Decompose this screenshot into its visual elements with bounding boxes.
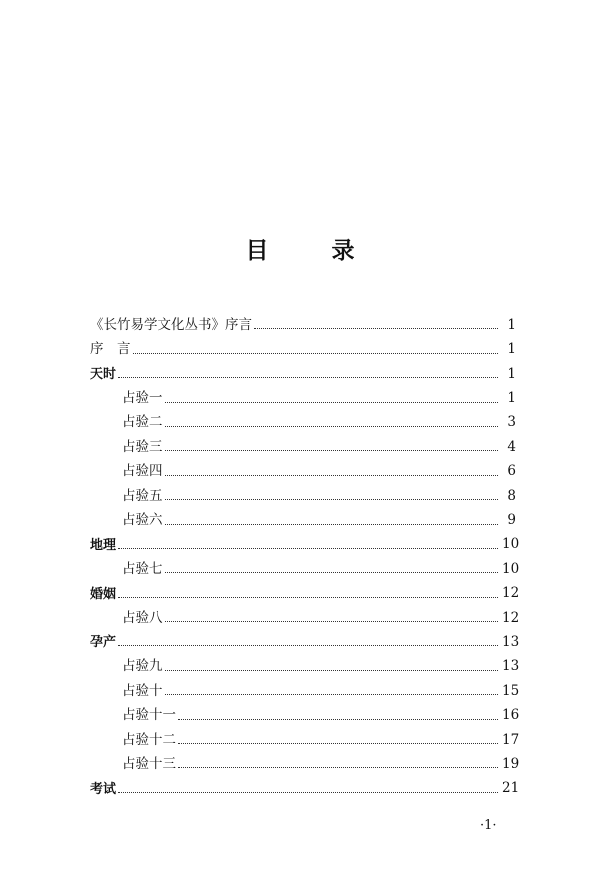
toc-entry-label: 占验五	[122, 487, 163, 504]
toc-entry-page-number: 3	[507, 414, 516, 431]
toc-entry[interactable]	[90, 674, 520, 699]
dot-leader	[165, 694, 499, 695]
toc-entry-label: 占验十一	[122, 707, 176, 724]
toc-entry-page-number: 8	[507, 487, 516, 504]
toc-entry-page-number: 9	[507, 512, 516, 529]
dot-leader	[118, 377, 498, 378]
dot-leader	[165, 572, 499, 573]
toc-entry[interactable]	[90, 454, 516, 478]
dot-leader	[165, 499, 499, 500]
page-title: 目 录	[245, 238, 375, 264]
toc-entry-label: 占验三	[122, 438, 163, 455]
dot-leader	[118, 792, 498, 793]
toc-entry-label: 占验七	[122, 560, 163, 577]
dot-leader	[165, 524, 499, 525]
toc-entry-label: 孕产	[90, 635, 117, 651]
toc-entry-page-number: 10	[502, 536, 520, 553]
dot-leader	[118, 548, 498, 549]
toc-entry[interactable]	[90, 576, 520, 602]
toc-entry[interactable]	[90, 308, 516, 332]
dot-leader	[165, 426, 499, 427]
toc-entry-page-number: 15	[502, 682, 520, 699]
toc-entry-page-number: 1	[507, 390, 516, 407]
toc-entry[interactable]	[90, 479, 516, 503]
toc-entry-label: 占验十二	[122, 731, 176, 748]
toc-entry-label: 占验八	[122, 609, 163, 626]
toc-entry-label: 婚姻	[90, 586, 117, 602]
dot-leader	[165, 450, 499, 451]
table-of-contents	[90, 308, 520, 797]
dot-leader	[178, 719, 498, 720]
toc-entry-page-number: 12	[502, 609, 520, 626]
toc-entry-page-number: 13	[502, 633, 520, 650]
toc-entry[interactable]	[90, 625, 520, 651]
toc-entry-page-number: 17	[502, 731, 520, 748]
toc-entry[interactable]	[90, 771, 520, 797]
dot-leader	[133, 353, 499, 354]
toc-entry-label: 占验九	[122, 658, 163, 675]
toc-entry[interactable]	[90, 503, 516, 527]
toc-entry[interactable]	[90, 528, 520, 553]
toc-entry[interactable]	[90, 552, 520, 577]
toc-entry-label: 序 言	[90, 341, 131, 358]
toc-entry[interactable]	[90, 430, 516, 454]
dot-leader	[178, 743, 498, 744]
toc-entry-label: 占验二	[122, 414, 163, 431]
toc-entry-label: 占验一	[122, 390, 163, 407]
toc-entry-page-number: 16	[502, 707, 520, 724]
toc-entry-label: 占验六	[122, 512, 163, 529]
toc-entry[interactable]	[90, 649, 520, 675]
toc-entry-page-number: 12	[502, 585, 520, 602]
toc-entry[interactable]	[90, 698, 520, 724]
toc-entry-label: 考试	[90, 781, 117, 797]
toc-entry[interactable]	[90, 406, 516, 430]
page-number: ·1·	[480, 818, 497, 833]
toc-entry[interactable]	[90, 381, 516, 405]
dot-leader	[254, 328, 498, 329]
toc-entry-page-number: 1	[507, 365, 516, 382]
toc-entry[interactable]	[90, 357, 516, 381]
dot-leader	[165, 670, 499, 671]
toc-entry-page-number: 21	[502, 780, 520, 797]
toc-entry[interactable]	[90, 747, 520, 772]
toc-entry-label: 占验十三	[122, 755, 176, 772]
toc-entry-page-number: 10	[502, 560, 520, 577]
toc-entry-page-number: 1	[507, 341, 516, 358]
dot-leader	[178, 767, 498, 768]
toc-entry-page-number: 6	[507, 463, 516, 480]
toc-entry-label: 天时	[90, 367, 117, 383]
toc-entry-label: 《长竹易学文化丛书》序言	[90, 316, 252, 333]
toc-entry[interactable]	[90, 723, 520, 748]
toc-entry[interactable]	[90, 332, 516, 356]
toc-entry-label: 占验四	[122, 463, 163, 480]
dot-leader	[118, 645, 498, 646]
dot-leader	[165, 402, 499, 403]
toc-entry-label: 占验十	[122, 682, 163, 699]
toc-entry[interactable]	[90, 601, 520, 626]
dot-leader	[165, 475, 499, 476]
toc-entry-page-number: 4	[507, 438, 516, 455]
toc-entry-page-number: 1	[507, 316, 516, 333]
dot-leader	[118, 597, 498, 598]
toc-entry-page-number: 13	[502, 658, 520, 675]
toc-entry-label: 地理	[90, 537, 117, 553]
toc-entry-page-number: 19	[502, 755, 520, 772]
dot-leader	[165, 621, 499, 622]
